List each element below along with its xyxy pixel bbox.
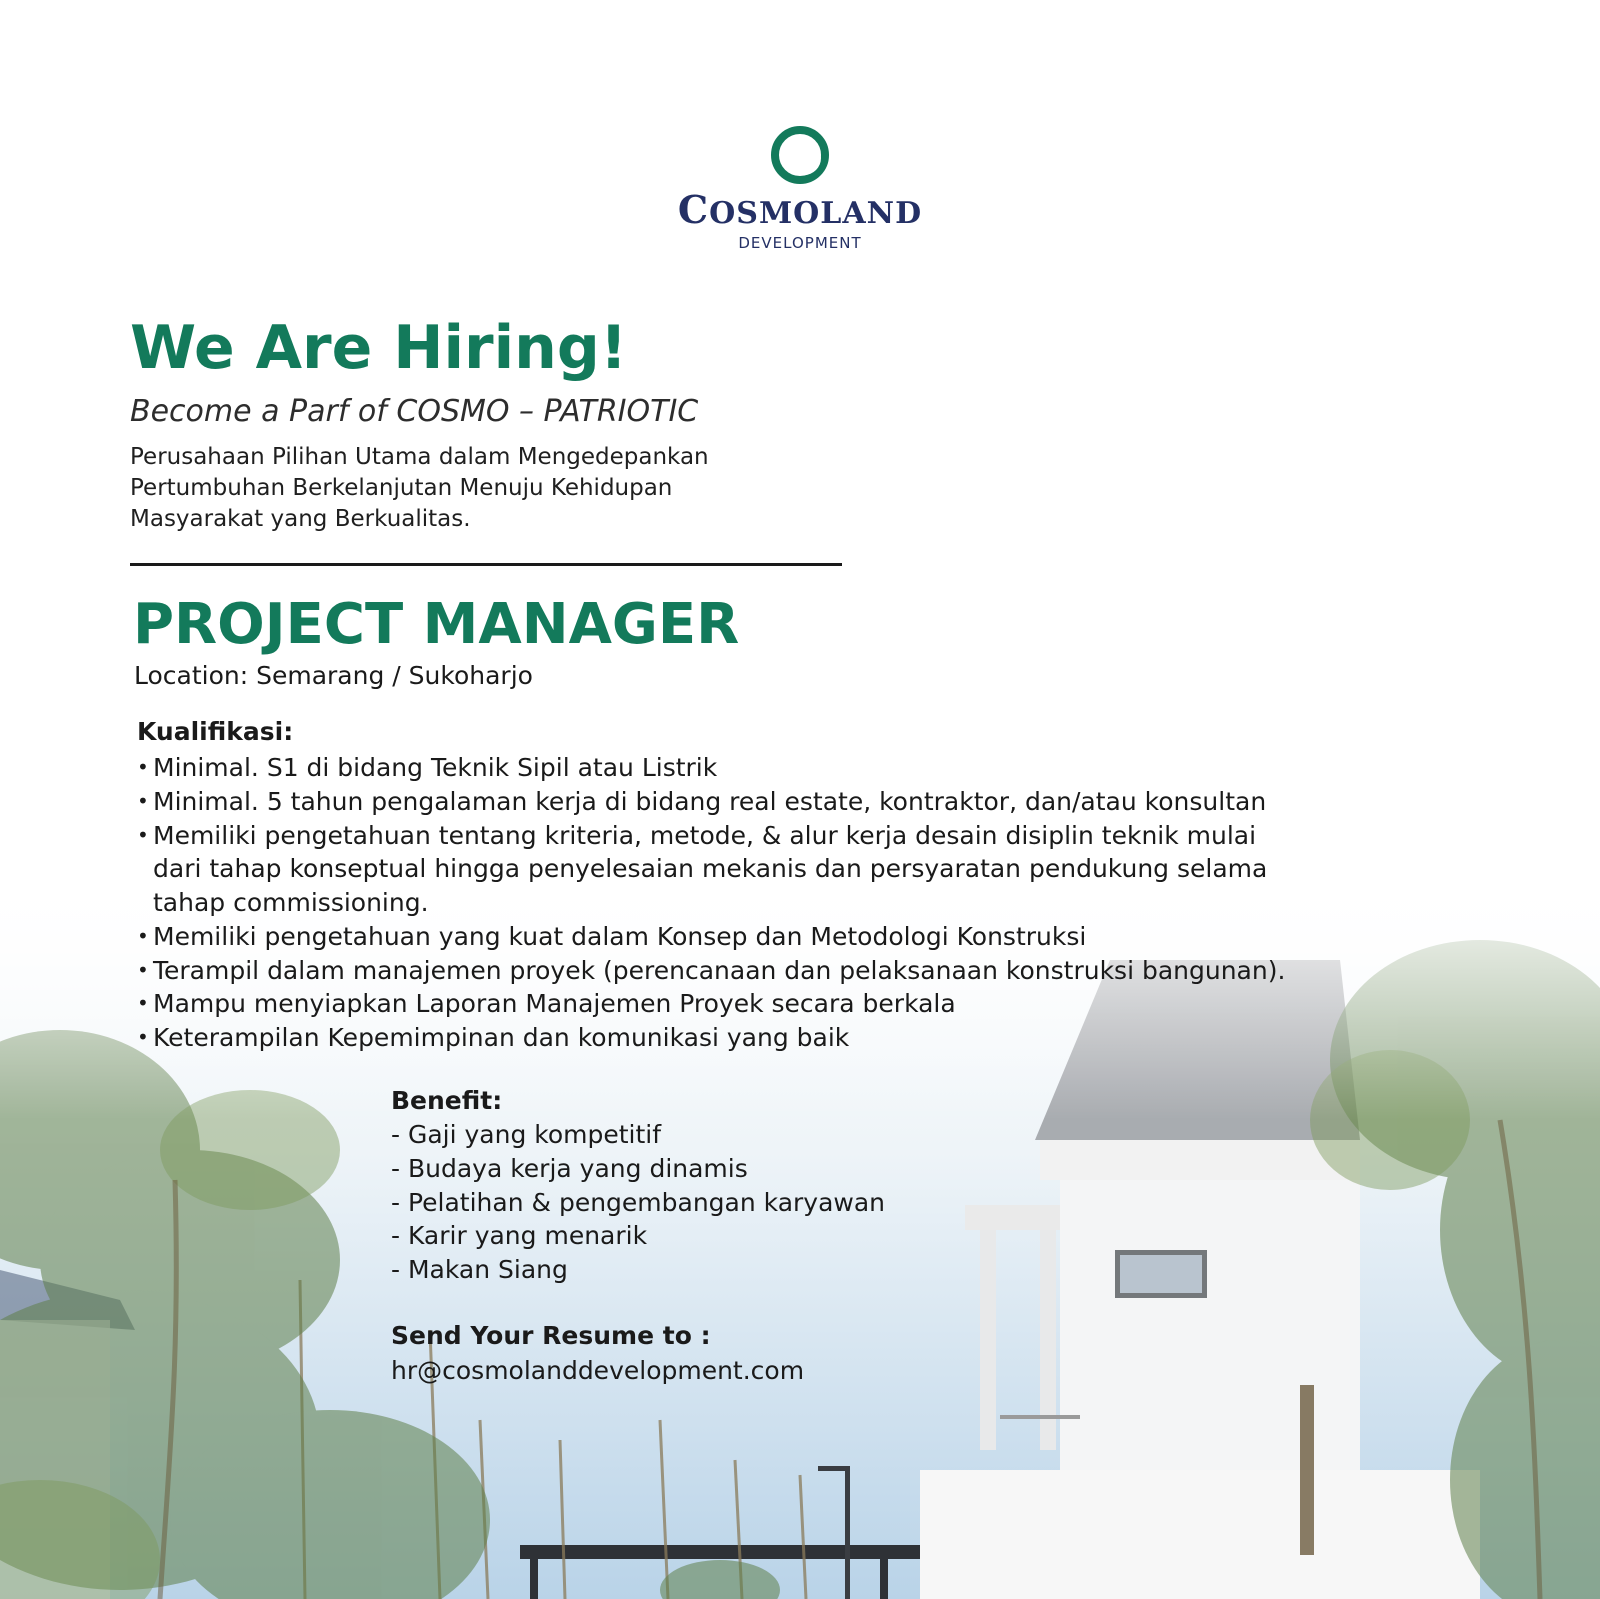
mission-line: Perusahaan Pilihan Utama dalam Mengedepankan xyxy=(130,444,709,470)
hiring-headline: We Are Hiring! xyxy=(130,313,628,383)
qualification-item: • Terampil dalam manajemen proyek (perencanaan dan pelaksanaan konstruksi bangunan). xyxy=(137,954,1577,988)
company-logo xyxy=(655,124,945,252)
qualifications-list xyxy=(137,751,1577,1055)
qualification-item: • Minimal. S1 di bidang Teknik Sipil atau Listrik xyxy=(137,751,1577,785)
divider xyxy=(130,563,842,566)
qualification-item: • Keterampilan Kepemimpinan dan komunikasi yang baik xyxy=(137,1021,1577,1055)
send-resume-heading: Send Your Resume to : xyxy=(391,1321,711,1350)
job-title: PROJECT MANAGER xyxy=(133,592,740,657)
benefit-item: - Pelatihan & pengembangan karyawan xyxy=(391,1187,886,1217)
qualification-item: • Memiliki pengetahuan tentang kriteria, metode, & alur kerja desain disiplin teknik mulai dari tahap konseptual hingga penyelesaian mekanis dan persyaratan pendukung selama tahap commissioning. xyxy=(137,819,1308,920)
logo-initial: C xyxy=(677,187,710,232)
mission-line: Pertumbuhan Berkelanjutan Menuju Kehidupan xyxy=(130,475,673,501)
benefit-item: - Gaji yang kompetitif xyxy=(391,1120,662,1149)
mission-line: Masyarakat yang Berkualitas. xyxy=(130,506,471,532)
benefit-item: - Makan Siang xyxy=(391,1255,568,1284)
logo-subtitle: DEVELOPMENT xyxy=(738,234,862,252)
contact-email-link[interactable]: hr@cosmolanddevelopment.com xyxy=(391,1356,805,1385)
qualification-item: • Minimal. 5 tahun pengalaman kerja di bidang real estate, kontraktor, dan/atau konsultan xyxy=(137,785,1577,819)
benefit-item: - Karir yang menarik xyxy=(391,1221,648,1251)
benefit-item: - Budaya kerja yang dinamis xyxy=(391,1153,748,1183)
benefits-heading: Benefit: xyxy=(391,1086,503,1115)
logo-name-rest: OSMOLAND xyxy=(709,196,923,231)
tagline: Become a Parf of COSMO – PATRIOTIC xyxy=(130,394,699,429)
mission-statement xyxy=(130,442,850,535)
benefits-list xyxy=(391,1118,885,1287)
qualification-item: • Mampu menyiapkan Laporan Manajemen Proyek secara berkala xyxy=(137,987,1577,1021)
qualification-item: • Memiliki pengetahuan yang kuat dalam Konsep dan Metodologi Konstruksi xyxy=(137,920,1577,954)
logo-ring-icon xyxy=(769,124,831,186)
qualifications-heading: Kualifikasi: xyxy=(137,717,294,746)
logo-wordmark xyxy=(655,187,945,234)
job-location: Location: Semarang / Sukoharjo xyxy=(134,661,533,690)
